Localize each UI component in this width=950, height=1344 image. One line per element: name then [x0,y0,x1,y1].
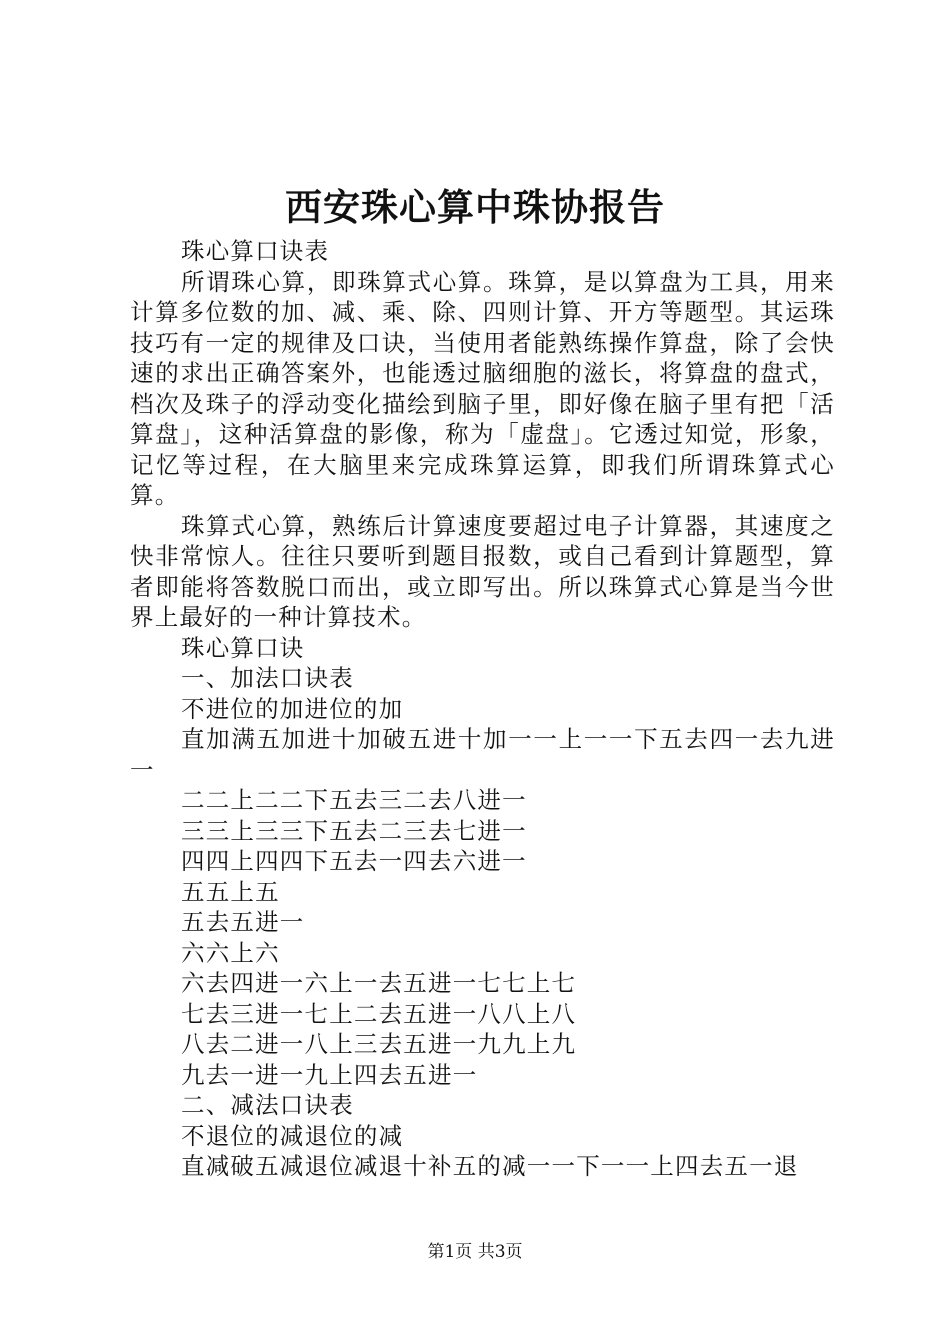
paragraph-addition-line: 二二上二二下五去三二去八进一 [181,786,527,814]
paragraph-heading-table: 珠心算口诀表 [181,237,330,265]
paragraph-addition-line: 七去三进一七上二去五进一八八上八 [181,999,577,1028]
paragraph-addition-heading: 一、加法口诀表 [181,664,354,692]
paragraph-addition-line: 六六上六 [181,938,280,967]
paragraph-addition-line: 三三上三三下五去二三去七进一 [181,816,527,845]
paragraph-addition-line: 五五上五 [181,877,280,906]
paragraph-addition-subheading: 不进位的加进位的加 [181,694,404,723]
paragraph-subtraction-subheading: 不退位的减退位的减 [181,1121,404,1150]
paragraph-speed: 珠算式心算，熟练后计算速度要超过电子计算器，其速度之快非常惊人。往往只要听到题目报数，或自己看到计算题型，算者即能将答数脱口而出，或立即写出。所以珠算式心算是当今世界上最好的一种计算技术。 [130,511,835,631]
page-footer: 第1页 共3页 [427,1242,523,1262]
paragraph-addition-line: 四四上四四下五去一四去六进一 [181,847,527,875]
document-body [130,236,835,1182]
paragraph-addition-line: 五去五进一 [181,908,305,936]
paragraph-definition: 所谓珠心算，即珠算式心算。珠算，是以算盘为工具，用来计算多位数的加、减、乘、除、四则计算、开方等题型。其运珠技巧有一定的规律及口诀，当使用者能熟练操作算盘，除了会快速的求出正确答案外，也能透过脑细胞的滋长，将算盘的盘式，档次及珠子的浮动变化描绘到脑子里，即好像在脑子里有把「活算盘」，这种活算盘的影像，称为「虚盘」。它透过知觉，形象，记忆等过程，在大脑里来完成珠算运算，即我们所谓珠算式心算。 [130,267,835,509]
paragraph-subtraction-heading: 二、减法口诀表 [181,1091,354,1119]
paragraph-subtraction-line: 直减破五减退位减退十补五的减一一下一一上四去五一退 [181,1152,799,1180]
paragraph-heading-formula: 珠心算口诀 [181,633,305,662]
paragraph-addition-line: 六去四进一六上一去五进一七七上七 [181,969,577,997]
paragraph-addition-line: 直加满五加进十加破五进十加一一上一一下五去四一去九进一 [130,725,835,784]
document-title: 西安珠心算中珠协报告 [285,185,665,229]
paragraph-addition-line: 八去二进一八上三去五进一九九上九 [181,1030,577,1058]
paragraph-addition-line: 九去一进一九上四去五进一 [181,1060,478,1089]
